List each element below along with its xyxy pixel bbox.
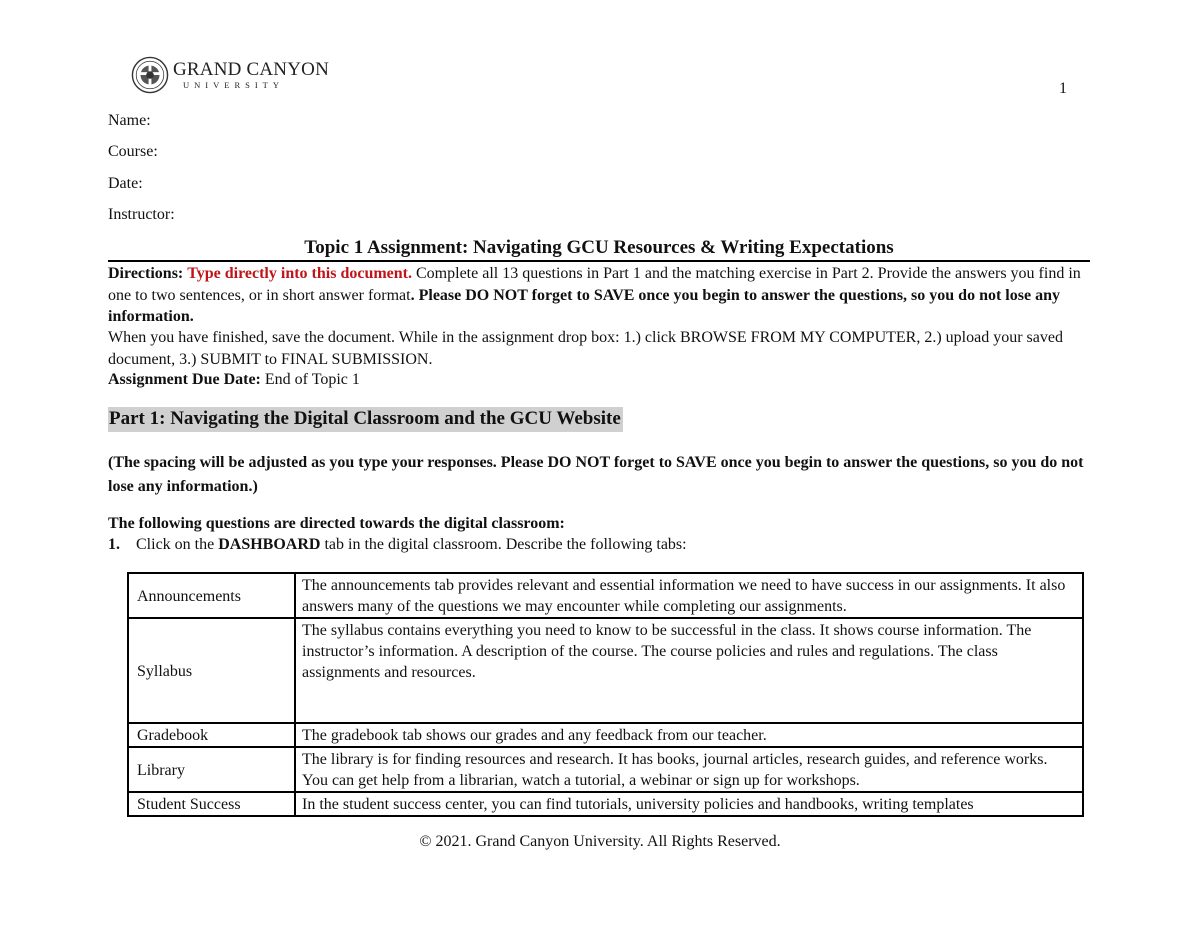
due-date-line [108, 369, 1093, 391]
instructor-field: Instructor: [108, 206, 175, 223]
table-row [128, 747, 1083, 792]
question-1-number: 1. [108, 536, 120, 553]
table-row [128, 573, 1083, 618]
tab-answer-cell[interactable]: In the student success center, you can find tutorials, university policies and handbooks, writing templates [295, 792, 1083, 816]
due-date-label: Assignment Due Date: [108, 371, 261, 388]
table-row [128, 618, 1083, 723]
part1-note: (The spacing will be adjusted as you type your responses. Please DO NOT forget to SAVE once you begin to answer the questions, so you do not lose any information.) [108, 454, 1084, 495]
part1-heading: Part 1: Navigating the Digital Classroom and the GCU Website [108, 407, 623, 432]
date-field: Date: [108, 175, 143, 192]
tab-answer-cell[interactable]: The syllabus contains everything you need to know to be successful in the class. It shows course information. The instructor’s information. A description of the course. The course policies and rules and regulations. The class assignments and resources. [295, 618, 1083, 723]
tab-name-cell: Library [128, 747, 295, 792]
logo-subtitle: UNIVERSITY [183, 80, 284, 91]
dashboard-tabs-table [127, 572, 1084, 817]
directions-save-warning: . Please DO NOT forget to SAVE once you begin to answer the questions, so you do not lose any information. [108, 286, 1060, 325]
question-1-bold: DASHBOARD [218, 536, 321, 553]
directions-label: Directions: [108, 265, 184, 282]
university-seal-icon [131, 56, 169, 94]
tab-answer-cell[interactable]: The library is for finding resources and research. It has books, journal articles, research guides, and reference works. You can get help from a librarian, watch a tutorial, a webinar or sign up for workshops. [295, 747, 1083, 792]
page-number: 1 [1059, 80, 1067, 97]
gcu-logo [131, 54, 329, 96]
tab-name-cell: Announcements [128, 573, 295, 618]
tab-answer-cell[interactable]: The gradebook tab shows our grades and any feedback from our teacher. [295, 723, 1083, 747]
tab-name-cell: Gradebook [128, 723, 295, 747]
table-row [128, 792, 1083, 816]
tab-name-cell: Syllabus [128, 618, 295, 723]
due-date-value: End of Topic 1 [264, 371, 360, 388]
logo-title: GRAND CANYON [173, 59, 329, 81]
submit-instructions: When you have finished, save the document. While in the assignment drop box: 1.) click BROWSE FROM MY COMPUTER, 2.) upload your saved document, 3.) SUBMIT to FINAL SUBMISSION. [108, 329, 1063, 368]
name-field: Name: [108, 112, 151, 129]
copyright-footer: © 2021. Grand Canyon University. All Rights Reserved. [419, 833, 781, 850]
course-field: Course: [108, 143, 158, 160]
question-1-post: tab in the digital classroom. Describe the following tabs: [320, 536, 687, 553]
tab-answer-cell[interactable]: The announcements tab provides relevant and essential information we need to have success in our assignments. It also answers many of the questions we may encounter while completing our assignments. [295, 573, 1083, 618]
directions-highlight: Type directly into this document. [187, 265, 412, 282]
directions-text: Complete all 13 questions in Part 1 and the matching exercise in Part 2. Provide the answers you find in one to two sentences, or in short answer format [108, 265, 1081, 304]
directions-paragraph [108, 263, 1093, 328]
question-1-pre: Click on the [136, 536, 219, 553]
question-1 [108, 536, 687, 554]
tab-name-cell: Student Success [128, 792, 295, 816]
assignment-title: Topic 1 Assignment: Navigating GCU Resources & Writing Expectations [108, 237, 1090, 262]
classroom-questions-intro: The following questions are directed towards the digital classroom: [108, 515, 565, 532]
table-row [128, 723, 1083, 747]
